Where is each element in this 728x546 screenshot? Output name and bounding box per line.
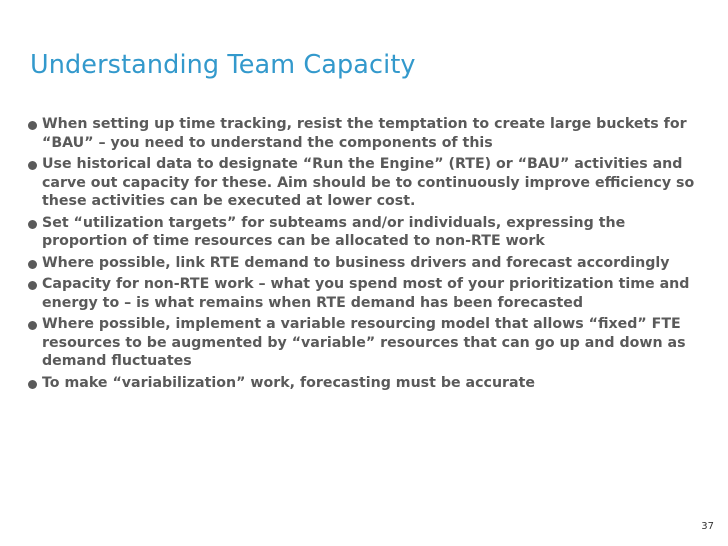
bullet-text: Capacity for non-RTE work – what you spend most of your prioritization time and energy to – is what remains when RTE demand has been forecasted xyxy=(42,276,690,311)
slide-title: Understanding Team Capacity xyxy=(30,50,416,80)
bullet-text: Where possible, implement a variable resourcing model that allows “fixed” FTE resources to be augmented by “variable” resources that can go up and down as demand fluctuates xyxy=(42,316,686,369)
bullet-text: Use historical data to designate “Run the Engine” (RTE) or “BAU” activities and carve out capacity for these. Aim should be to continuously improve efficiency so these activities can be executed at lower cost. xyxy=(42,156,695,209)
bullet-dot-icon xyxy=(28,161,37,170)
bullet-text: When setting up time tracking, resist the temptation to create large buckets for “BAU” – you need to understand the components of this xyxy=(42,116,687,151)
page-number: 37 xyxy=(701,521,714,532)
bullet-dot-icon xyxy=(28,260,37,269)
bullet-list xyxy=(28,115,700,395)
bullet-dot-icon xyxy=(28,321,37,330)
bullet-dot-icon xyxy=(28,281,37,290)
bullet-dot-icon xyxy=(28,121,37,130)
bullet-item xyxy=(28,315,700,371)
bullet-item xyxy=(28,155,700,211)
bullet-item xyxy=(28,254,700,273)
bullet-text: To make “variabilization” work, forecasting must be accurate xyxy=(42,374,536,391)
bullet-item xyxy=(28,275,700,312)
bullet-dot-icon xyxy=(28,380,37,389)
bullet-item xyxy=(28,374,700,393)
bullet-item xyxy=(28,115,700,152)
bullet-dot-icon xyxy=(28,220,37,229)
bullet-item xyxy=(28,214,700,251)
bullet-text: Where possible, link RTE demand to business drivers and forecast accordingly xyxy=(42,254,670,271)
bullet-text: Set “utilization targets” for subteams and/or individuals, expressing the proportion of time resources can be allocated to non-RTE work xyxy=(42,214,626,249)
